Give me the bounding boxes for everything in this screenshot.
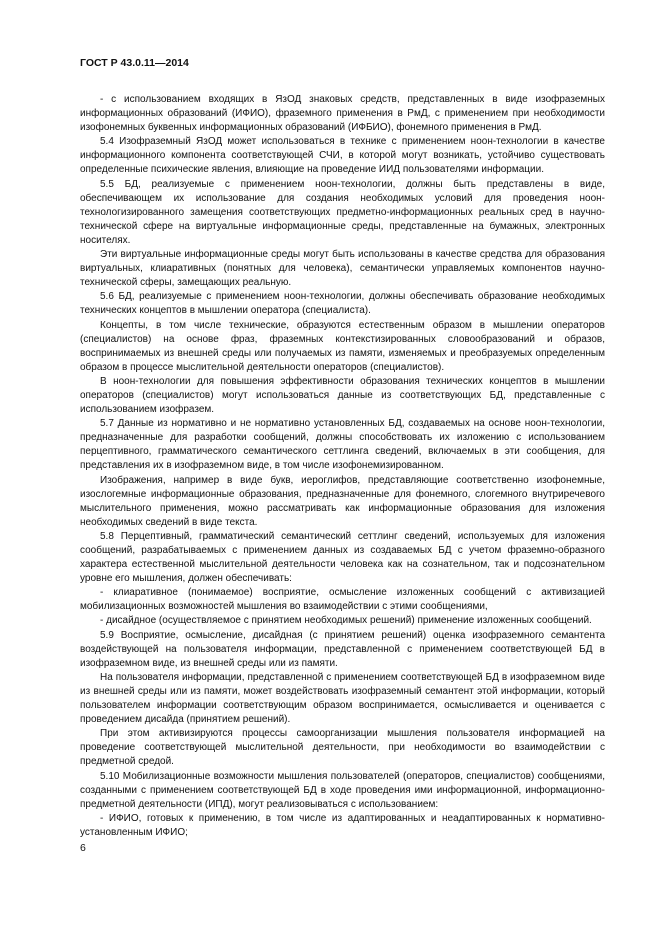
paragraph: 5.7 Данные из нормативно и не нормативно установленных БД, создаваемых на основе ноон-технологии, предназначенные для разработки сообщений, должны способствовать их изложению с использованием перцептивного, грамматического семантического сеттлинга сведений, включаемых в эти сообщения, для представления их в изофраземном виде, в том числе изофонемизированном. bbox=[80, 418, 605, 472]
paragraph: 5.8 Перцептивный, грамматический семантический сеттлинг сведений, используемых для изложения сообщений, разрабатываемых с применением данных из создаваемых БД с учетом фраземно-образного характера естественной мыслительной деятельности человека как на сознательном, так и подсознательном уровне его мышления, должен обеспечивать: bbox=[80, 530, 605, 585]
paragraph: 5.5 БД, реализуемые с применением ноон-технологии, должны быть представлены в виде, обеспечивающем их использование для создания необходимых условий для проведения ноон-технологизированного замещения соответствующих предметно-информационных реальных сред в научно-технической сфере на виртуальные информационные среды, представленные на бумажных, электронных носителях. bbox=[80, 178, 605, 246]
paragraph: Изображения, например в виде букв, иероглифов, представляющие соответственно изофонемные, изослогемные информационные образования, предназначенные для фонемного, слогемного внутриречевого мыслительного применения, можно рассматривать как информационные образования для изложения необходимых сведений в виде текста. bbox=[80, 474, 605, 528]
document-body bbox=[80, 93, 605, 840]
document-header: ГОСТ Р 43.0.11—2014 bbox=[80, 57, 189, 69]
paragraph: При этом активизируются процессы самоорганизации мышления пользователя информацией на проведение соответствующей мыслительной деятельности, при необходимости во взаимодействии с предметной средой. bbox=[80, 728, 605, 768]
paragraph: 5.9 Восприятие, осмысление, дисайдная (с принятием решений) оценка изофраземного семантента воздействующей на пользователя информации, представленной с применением соответствующей БД в изофраземном виде, из внешней среды или из памяти. bbox=[80, 629, 605, 669]
paragraph: Концепты, в том числе технические, образуются естественным образом в мышлении операторов (специалистов) на основе фраз, фраземных контекстизированных словообразований и образов, воспринимаемых из внешней среды или получаемых из памяти, изменяемых и преобразуемых определенным образом в процессе мыслительной деятельности операторов (специалистов). bbox=[80, 319, 605, 373]
paragraph: - с использованием входящих в ЯзОД знаковых средств, представленных в виде изофраземных информационных образований (ИФИО), фраземного применения в РмД, с применением при необходимости изофонемных буквенных информационных образований (ИФБИО), фонемного применения в РмД. bbox=[80, 94, 605, 134]
paragraph: В ноон-технологии для повышения эффективности образования технических концептов в мышлении операторов (специалистов) могут использоваться данные из соответствующих БД, представленные с использованием изофразем. bbox=[80, 375, 605, 416]
list-item: - ИФИО, готовых к применению, в том числе из адаптированных и неадаптированных к нормативно-установленным ИФИО; bbox=[80, 812, 605, 838]
page-number: 6 bbox=[80, 842, 86, 854]
list-item: - клиаративное (понимаемое) восприятие, осмысление изложенных сообщений с активизацией мобилизационных возможностей мышления во взаимодействии с этими сообщениями, bbox=[80, 587, 605, 613]
paragraph: На пользователя информации, представленной с применением соответствующей БД в изофраземном виде из внешней среды или из памяти, может воздействовать изофраземный семантент этой информации, который пользователем информации соответствующим образом воспринимается, осмысливается и оценивается с проведением дисайда (принятием решений). bbox=[80, 671, 605, 726]
paragraph: 5.6 БД, реализуемые с применением ноон-технологии, должны обеспечивать образование необходимых технических концептов в мышлении оператора (специалиста). bbox=[80, 291, 605, 317]
paragraph: Эти виртуальные информационные среды могут быть использованы в качестве средства для образования виртуальных, клиаративных (понятных для человека), семантически управляемых компонентов научно-технической сферы, замещающих реальную. bbox=[80, 249, 605, 289]
paragraph: 5.10 Мобилизационные возможности мышления пользователей (операторов, специалистов) сообщениями, созданными с применением соответствующей БД в ходе проведения ими информационной, информационно-предметной деятельности (ИПД), могут реализовываться с использованием: bbox=[80, 770, 605, 810]
list-item: - дисайдное (осуществляемое с принятием необходимых решений) применение изложенных сообщений. bbox=[100, 615, 592, 627]
paragraph: 5.4 Изофраземный ЯзОД может использоваться в технике с применением ноон-технологии в качестве информационного компонента соответствующей СЧИ, в которой могут возникать, устойчиво существовать определенные психические явления, влияющие на проведение ИИД пользователями информации. bbox=[80, 136, 605, 176]
